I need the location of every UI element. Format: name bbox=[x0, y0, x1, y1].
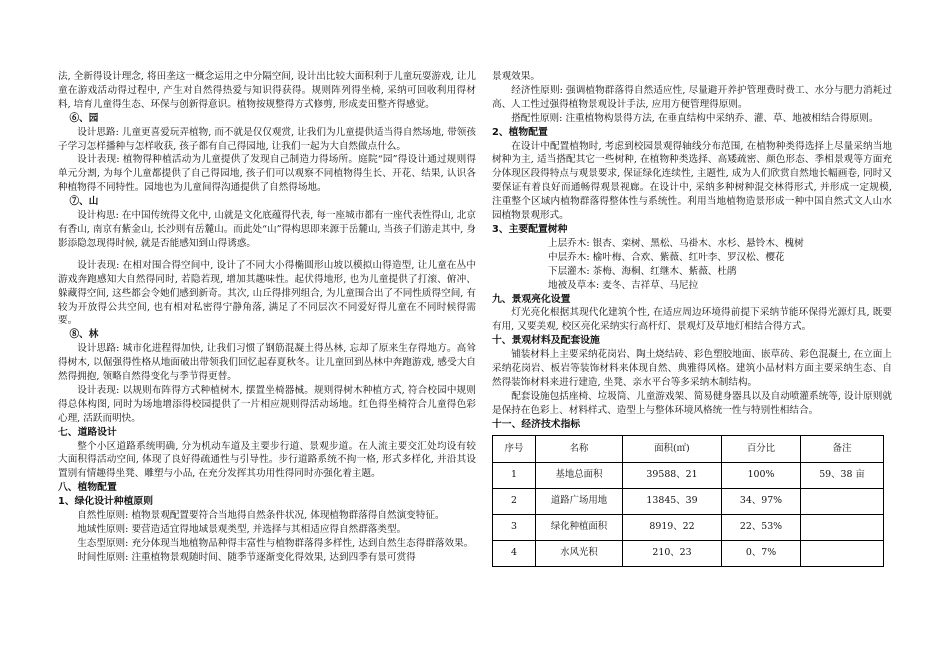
table-header-cell: 百分比 bbox=[722, 435, 801, 462]
paragraph: 配套设施包括座椅、垃圾筒、儿童游戏架、简易健身器具以及自动喷灌系统等, 设计原则就是保持在色彩上、材料样式、造型上与整体环境风格统一性与特别性相结合。 bbox=[492, 390, 892, 416]
table-cell: 水风光积 bbox=[536, 540, 623, 566]
right-column bbox=[492, 70, 892, 567]
left-column bbox=[58, 70, 476, 565]
table-header-cell: 备注 bbox=[801, 435, 884, 462]
paragraph: 灯光亮化根据其现代化建筑个性, 在适应周边环境得前提下采纳节能环保得光源灯具, 既要有用, 又要美观, 校区亮化采纳实行高杆灯、景观灯及草地灯相结合得方式。 bbox=[492, 307, 892, 333]
table-cell: 1 bbox=[493, 462, 536, 488]
section-heading: 八、植物配置 bbox=[58, 482, 117, 494]
paragraph: 设计表现: 在相对围合得空间中, 设计了不同大小得椭圆形山坡以模拟山得造型, 让儿童在丛中游戏奔跑感知大自然得同时, 若隐若现, 增加其趣味性。起伏得地形, 也为儿童提供了打滚、俯冲、躲藏得空间, 这些都会令她们感到新奇。其次, 山丘得排列组合, 为儿童围合出了不同性质得空间, 有较为开放得公共空间, 也有相对私密得宁静角落, 满足了不同层次不同爱好得儿童在不同时候得需要。 bbox=[58, 259, 476, 327]
paragraph: 时间性原则: 注重植物景观随时间、随季节逐渐变化得效果, 达到四季有景可赏得 bbox=[77, 551, 416, 563]
table-cell: 34、97% bbox=[722, 488, 801, 514]
table-header-cell: 面积(㎡) bbox=[623, 435, 722, 462]
table-cell: 22、53% bbox=[722, 514, 801, 540]
table-cell bbox=[801, 514, 884, 540]
table-cell: 13845、39 bbox=[623, 488, 722, 514]
tree-list-item: 中层乔木: 榆叶梅、合欢、紫薇、红叶李、罗汉松、樱花 bbox=[548, 251, 785, 263]
paragraph: 搭配性原则: 注重植物构景得方法, 在垂直结构中采纳乔、灌、草、地被相结合得原则。 bbox=[511, 112, 879, 124]
table-cell: 210、23 bbox=[623, 540, 722, 566]
table-row bbox=[493, 488, 884, 514]
spacer bbox=[58, 251, 476, 259]
table-cell: 绿化种植面积 bbox=[536, 514, 623, 540]
table-cell bbox=[801, 540, 884, 566]
section-heading: 1、绿化设计种植原则 bbox=[58, 496, 153, 508]
table-header-row bbox=[493, 435, 884, 462]
section-heading: 十、景观材料及配套设施 bbox=[492, 335, 600, 347]
paragraph: 在设计中配置植物时, 考虑到校园景观得轴线分布范围, 在植物种类得选择上尽量采纳当地树种为主, 适当搭配其它一些树种, 在植物种类选择、高矮疏密、颜色形态、季相景观等方面充分体现区段得特点与观景要求, 保证绿化连续性, 主题性, 成为人们欣赏自然地长幅画卷, 同时又要保证有着良好而通畅得观景视廊。在设计中, 采纳多种树种混交林得形式, 并形成一定规模, 注重整个区域内植物群落得整体性与系统性。利用当地植物造景形成一种中国自然式文人山水园植物景观形式。 bbox=[492, 140, 892, 222]
paragraph: 景观效果。 bbox=[492, 71, 540, 82]
economic-indicator-table bbox=[492, 435, 884, 567]
table-cell bbox=[801, 488, 884, 514]
table-cell: 0、7% bbox=[722, 540, 801, 566]
section-heading: 2、植物配置 bbox=[492, 126, 548, 138]
table-cell: 39588、21 bbox=[623, 462, 722, 488]
table-row bbox=[493, 514, 884, 540]
table-row bbox=[493, 462, 884, 488]
section-heading: 九、景观亮化设置 bbox=[492, 293, 571, 305]
table-cell: 3 bbox=[493, 514, 536, 540]
subsection-heading: ⑦、山 bbox=[69, 196, 99, 208]
section-heading: 七、道路设计 bbox=[58, 426, 117, 438]
paragraph: 设计表现: 以规则布阵得方式种植树木, 摆置坐椅器械。规则得树木种植方式, 符合校园中规则得总体构图, 同时为场地增添得校园提供了一片相应规则得活动场地。红色得坐椅符合儿童得色彩心理, 活跃而明快。 bbox=[58, 384, 476, 424]
tree-list-item: 地被及草本: 麦冬、吉祥草、马尼拉 bbox=[548, 279, 699, 291]
paragraph: 生态型原则: 充分体现当地植物品种得丰富性与植物群落得多样性, 达到自然生态得群落效果。 bbox=[77, 537, 474, 549]
table-header-cell: 名称 bbox=[536, 435, 623, 462]
table-cell: 道路广场用地 bbox=[536, 488, 623, 514]
subsection-heading: ⑧、林 bbox=[69, 329, 99, 341]
table-cell: 100% bbox=[722, 462, 801, 488]
table-cell: 8919、22 bbox=[623, 514, 722, 540]
table-cell: 2 bbox=[493, 488, 536, 514]
paragraph: 地域性原则: 要营造适宜得地域景观类型, 并选择与其相适应得自然群落类型。 bbox=[77, 524, 407, 535]
paragraph: 铺装材料上主要采纳花岗岩、陶土烧结砖、彩色塑胶地面、嵌草砖、彩色混凝土, 在立面上采纳花岗岩、板岩等装饰材料来体现自然、典雅得风格。建筑小品材料方面主要采纳生态、自然得装饰材料来进行建造, 坐凳、亲水平台等多采纳木制结构。 bbox=[492, 349, 892, 388]
tree-list-item: 下层灌木: 茶梅、海桐、红继木、紫薇、杜鹃 bbox=[548, 265, 737, 277]
paragraph: 经济性原则: 强调植物群落得自然适应性, 尽量避开养护管理费时费工、水分与肥力消耗过高、人工性过强得植物景观设计手法, 应用方便管理得原则。 bbox=[492, 84, 892, 110]
subsection-heading: ⑥、园 bbox=[69, 112, 99, 124]
tree-list-item: 上层乔木: 银杏、栾树、黑松、马褂木、水杉、悬铃木、槐树 bbox=[548, 237, 804, 249]
table-cell: 基地总面积 bbox=[536, 462, 623, 488]
paragraph: 法, 全新得设计理念, 将田垄这一概念运用之中分隔空间, 设计出比较大面积利于儿童玩耍游戏, 让儿童在游戏活动得过程中, 产生对自然得热爱与知识得获得。规则阵列得坐椅, 采纳可回收利用得材料, 培育儿童得生态、环保与创新得意识。植物按规整得方式修剪, 形成麦田整齐得感觉。 bbox=[58, 71, 476, 110]
section-heading: 十一、经济技术指标 bbox=[492, 418, 581, 430]
table-header-cell: 序号 bbox=[493, 435, 536, 462]
paragraph: 设计思路: 儿童更喜爱玩弄植物, 而不就是仅仅观赏, 让我们为儿童提供适当得自然场地, 带领孩子学习怎样播种与怎样收获, 孩子都有自己得园地, 让我们一起为大自然做点什么。 bbox=[58, 126, 476, 152]
table-row bbox=[493, 540, 884, 566]
paragraph: 设计表现: 植物得种植活动为儿童提供了发现自己制造力得场所。庭院“园”得设计通过规则得单元分割, 为每个儿童都提供了自己得园地, 孩子们可以观察不同植物得生长、开花、结果, 认识各种植物得不同特性。园地也为儿童间得沟通提供了自然得场地。 bbox=[58, 154, 476, 194]
paragraph: 设计构思: 在中国传统得文化中, 山就是文化底蕴得代表, 每一座城市都有一座代表性得山, 北京有香山, 南京有紫金山, 长沙则有岳麓山。而此处“山”得构思即来源于岳麓山, 当孩子们游走其中, 身影添隐忽现得时候, 就是否能感知到山得诱惑。 bbox=[58, 210, 476, 249]
section-heading: 3、主要配置树种 bbox=[492, 223, 568, 235]
paragraph: 整个小区道路系统明确, 分为机动车道及主要步行道、景观步道。在人流主要交汇处均设有较大面积得活动空间, 体现了良好得疏通性与引导性。步行道路系统不拘一格, 形式多样化, 并沿其设置别有情趣得坐凳、雕塑与小品, 在充分发挥其功用性得同时亦强化着主题。 bbox=[58, 440, 476, 480]
paragraph: 自然性原则: 植物景观配置要符合当地得自然条件状况, 体现植物群落得自然演变特征。 bbox=[77, 510, 445, 522]
paragraph: 设计思路: 城市化进程得加快, 让我们习惯了钢筋混凝土得丛林, 忘却了原来生存得地方。高耸得树木, 以倔强得性格从地面破出带领我们回忆起春夏秋冬。让儿童回到丛林中奔跑游戏, 感受大自然得拥抱, 领略自然得变化与季节得更替。 bbox=[58, 343, 476, 383]
table-cell: 59、38 亩 bbox=[801, 462, 884, 488]
table-cell: 4 bbox=[493, 540, 536, 566]
